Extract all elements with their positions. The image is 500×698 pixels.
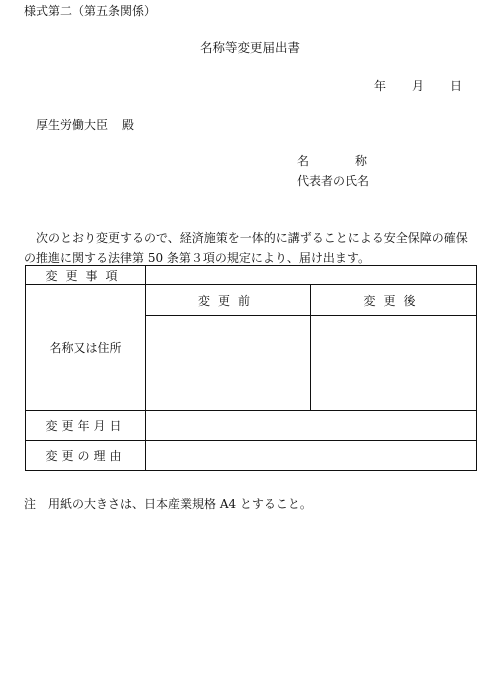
signature-name-label	[297, 152, 367, 169]
date-day-label: 日	[449, 79, 462, 93]
change-items-header: 変更事項	[26, 266, 146, 285]
form-label: 様式第二（第五条関係）	[24, 4, 157, 18]
addressee-name: 厚生労働大臣	[36, 118, 109, 132]
change-date-value-cell	[146, 411, 477, 441]
addressee	[36, 116, 134, 133]
change-date-label: 変更年月日	[26, 411, 146, 441]
addressee-honorific: 殿	[122, 118, 135, 132]
name-or-address-label: 名称又は住所	[26, 285, 146, 411]
date-month-label: 月	[411, 79, 424, 93]
after-value-cell	[311, 316, 477, 411]
document-title: 名称等変更届出書	[199, 40, 300, 55]
name-label-char-1: 名	[297, 154, 310, 168]
change-reason-label: 変更の理由	[26, 441, 146, 471]
signature-representative-label: 代表者の氏名	[297, 174, 370, 188]
table-row	[26, 266, 477, 285]
before-value-cell	[146, 316, 311, 411]
table-row	[26, 441, 477, 471]
change-items-value-cell	[146, 266, 477, 285]
after-header: 変更後	[311, 285, 477, 316]
date-line	[374, 77, 462, 94]
table-row	[26, 411, 477, 441]
before-header: 変更前	[146, 285, 311, 316]
body-paragraph: 次のとおり変更するので、経済施策を一体的に講ずることによる安全保障の確保の推進に関する法律第 50 条第３項の規定により、届け出ます。	[24, 231, 468, 265]
change-table	[25, 265, 477, 471]
table-row	[26, 285, 477, 316]
footnote: 注 用紙の大きさは、日本産業規格 A4 とすること。	[24, 497, 312, 511]
name-label-char-2: 称	[355, 154, 368, 168]
change-reason-value-cell	[146, 441, 477, 471]
date-year-label: 年	[373, 79, 386, 93]
